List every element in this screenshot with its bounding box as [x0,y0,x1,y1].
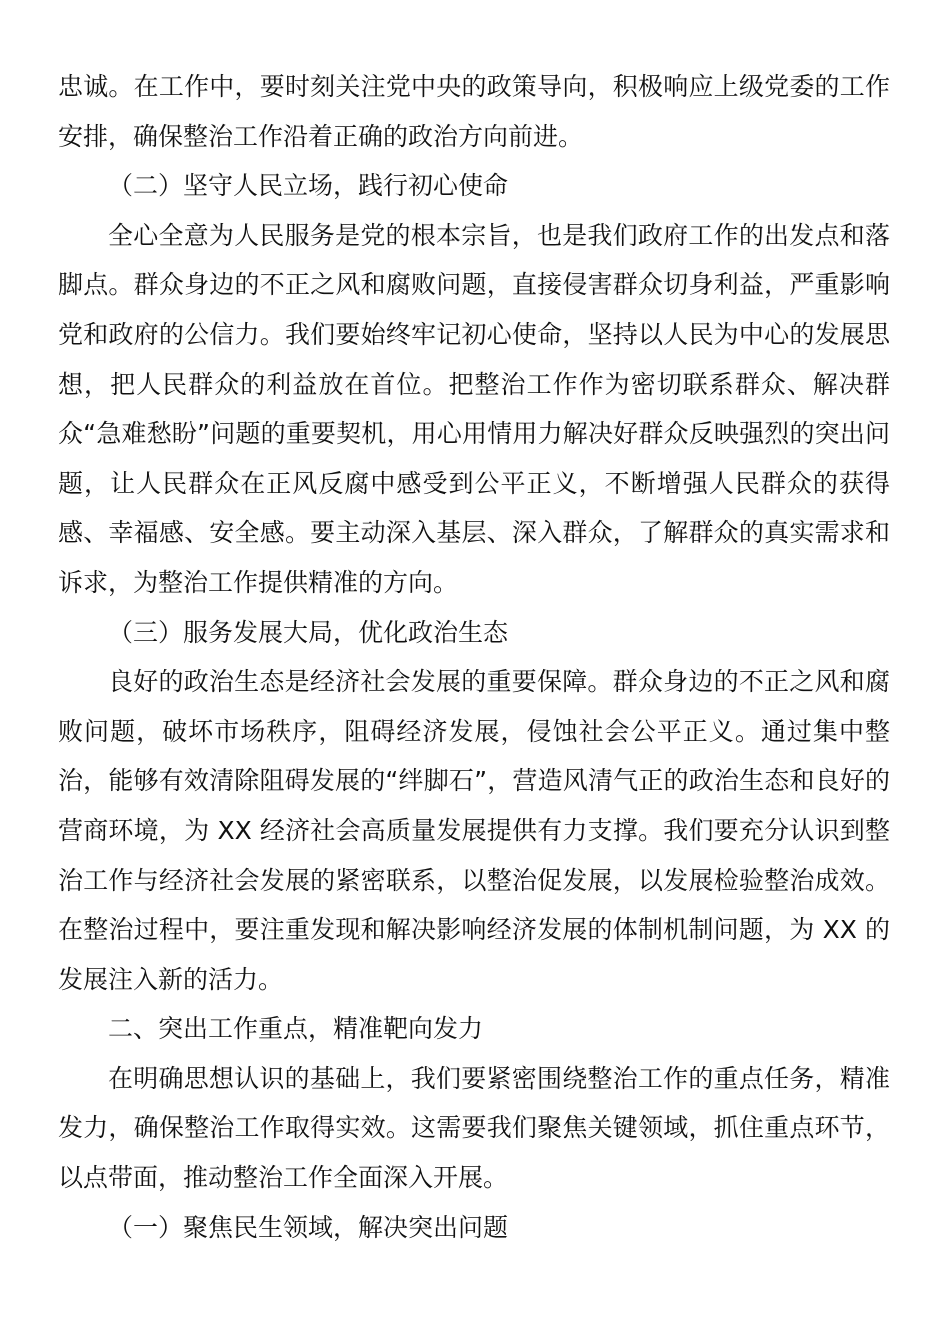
paragraph-focus-work: 在明确思想认识的基础上，我们要紧密围绕整治工作的重点任务，精准发力，确保整治工作取得实效。这需要我们聚焦关键领域，抓住重点环节，以点带面，推动整治工作全面深入开展。 [58,1063,890,1193]
paragraph-continued: 忠诚。在工作中，要时刻关注党中央的政策导向，积极响应上级党委的工作安排，确保整治工作沿着正确的政治方向前进。 [58,72,890,151]
paragraph-people-stance: 全心全意为人民服务是党的根本宗旨，也是我们政府工作的出发点和落脚点。群众身边的不正之风和腐败问题，直接侵害群众切身利益，严重影响党和政府的公信力。我们要始终牢记初心使命，坚持以人民为中心的发展思想，把人民群众的利益放在首位。把整治工作作为密切联系群众、解决群众“急难愁盼”问题的重要契机，用心用情用力解决好群众反映强烈的突出问题，让人民群众在正风反腐中感受到公平正义，不断增强人民群众的获得感、幸福感、安全感。要主动深入基层、深入群众，了解群众的真实需求和诉求，为整治工作提供精准的方向。 [58,220,890,597]
subheading-one: （一）聚焦民生领域，解决突出问题 [108,1212,509,1242]
subheading-two: （二）坚守人民立场，践行初心使命 [108,171,509,201]
subheading-three: （三）服务发展大局，优化政治生态 [108,617,509,647]
paragraph-political-ecology: 良好的政治生态是经济社会发展的重要保障。群众身边的不正之风和腐败问题，破坏市场秩序，阻碍经济发展，侵蚀社会公平正义。通过集中整治，能够有效清除阻碍发展的“绊脚石”，营造风清气正的政治生态和良好的营商环境，为 XX 经济社会高质量发展提供有力支撑。我们要充分认识到整治工作与经济社会发展的紧密联系，以整治促发展，以发展检验整治成效。在整治过程中，要注重发现和解决影响经济发展的体制机制问题，为 XX 的发展注入新的活力。 [58,667,890,994]
section-heading-two: 二、突出工作重点，精准靶向发力 [108,1014,484,1044]
document-page [58,62,890,1252]
